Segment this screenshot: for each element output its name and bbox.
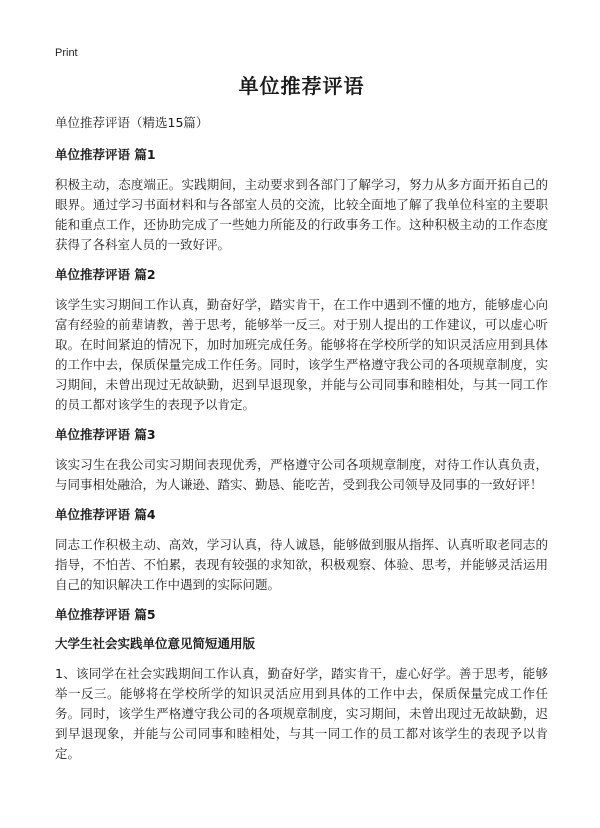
section-heading-4: 单位推荐评语 篇4 [55,507,156,522]
section-body-6: 1、该同学在社会实践期间工作认真，勤奋好学，踏实肯干，虚心好学。善于思考，能够举一反三。能够将在学校所学的知识灵活应用到具体的工作中去，保质保量完成工作任务。同时，该学生严格遵守我公司的各项规章制度，实习期间，未曾出现过无故缺勤，迟到早退现象，并能与公司同事和睦相处，与其一同工作的员工都对该学生的表现予以肯定。 [55,666,548,761]
section-heading-1: 单位推荐评语 篇1 [55,147,156,162]
section-body-1: 积极主动，态度端正。实践期间，主动要求到各部门了解学习，努力从多方面开拓自己的眼界。通过学习书面材料和与各部室人员的交流，比较全面地了解了我单位科室的主要职能和重点工作，还协助完成了一些她力所能及的行政事务工作。这种积极主动的工作态度获得了各科室人员的一致好评。 [55,177,548,252]
section-body-3: 该实习生在我公司实习期间表现优秀，严格遵守公司各项规章制度，对待工作认真负责，与同事相处融洽，为人谦逊、踏实、勤恳、能吃苦，受到我公司领导及同事的一致好评！ [55,457,548,492]
document-subtitle: 单位推荐评语（精选15篇） [55,115,209,130]
section-body-2: 该学生实习期间工作认真，勤奋好学，踏实肯干，在工作中遇到不懂的地方，能够虚心向富有经验的前辈请教，善于思考，能够举一反三。对于别人提出的工作建议，可以虚心听取。在时间紧迫的情况下，加时加班完成任务。能够将在学校所学的知识灵活应用到具体的工作中去，保质保量完成工作任务。同时，该学生严格遵守我公司的各项规章制度，实习期间，未曾出现过无故缺勤，迟到早退现象，并能与公司同事和睦相处，与其一同工作的员工都对该学生的表现予以肯定。 [55,297,548,412]
document-title: 单位推荐评语 [238,74,365,98]
section-heading-6: 大学生社会实践单位意见简短通用版 [55,636,256,651]
section-heading-2: 单位推荐评语 篇2 [55,267,156,282]
print-link[interactable]: Print [55,47,78,59]
section-body-4: 同志工作积极主动、高效，学习认真，待人诚恳，能够做到服从指挥、认真听取老同志的指导，不怕苦、不怕累，表现有较强的求知欲，积极观察、体验、思考，并能够灵活运用自己的知识解决工作中遇到的实际问题。 [55,537,548,592]
section-heading-3: 单位推荐评语 篇3 [55,427,156,442]
section-heading-5: 单位推荐评语 篇5 [55,607,156,622]
